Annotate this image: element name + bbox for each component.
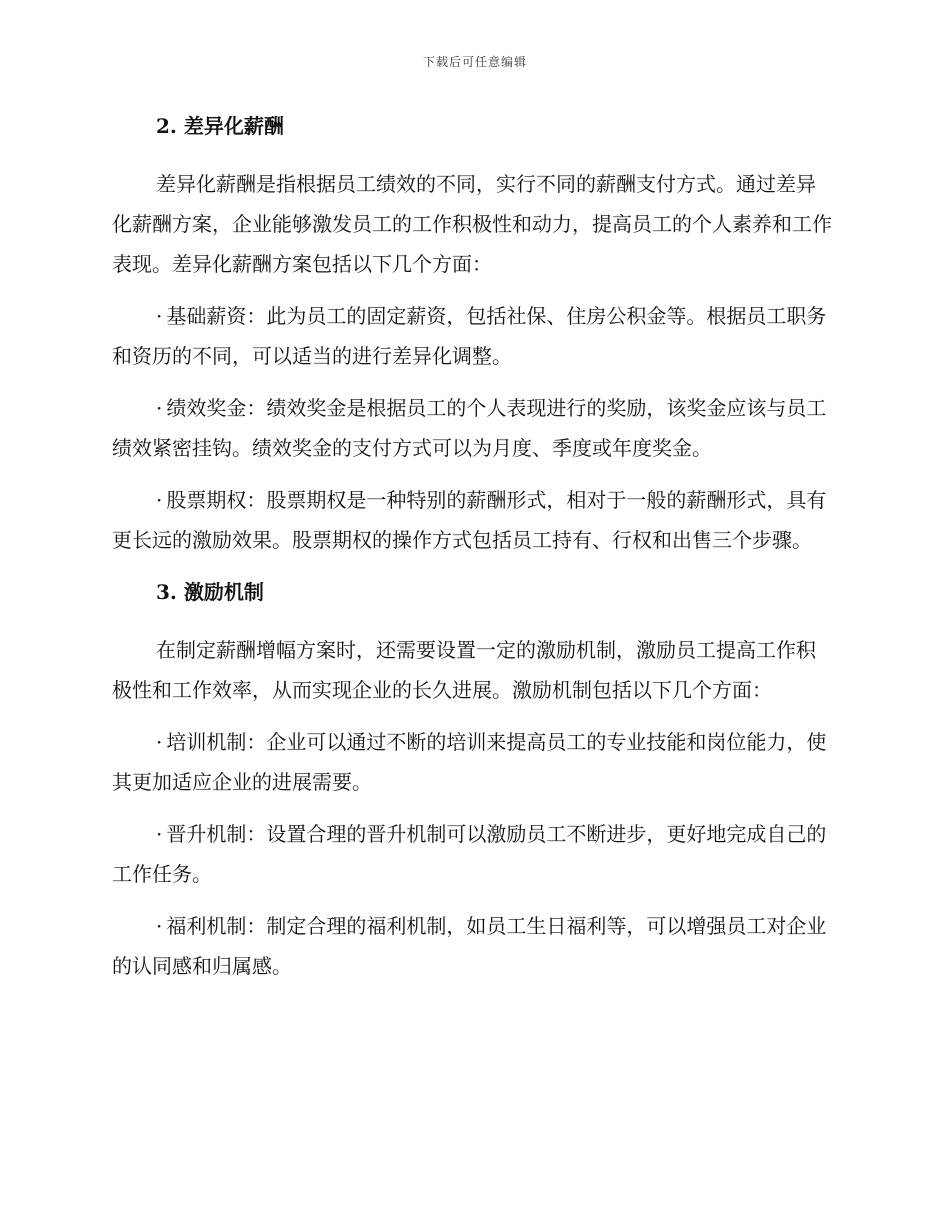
bullet-text: 股票期权：股票期权是一种特别的薪酬形式，相对于一般的薪酬形式，具有更长远的激励效果。股票期权的操作方式包括员工持有、行权和出售三个步骤。 bbox=[112, 488, 827, 552]
bullet-item-promotion bbox=[112, 814, 834, 894]
section-intro-paragraph: 在制定薪酬增幅方案时，还需要设置一定的激励机制，激励员工提高工作积极性和工作效率，从而实现企业的长久进展。激励机制包括以下几个方面： bbox=[112, 638, 816, 702]
bullet-dot: · bbox=[156, 730, 163, 754]
page-header-note: 下载后可任意编辑 bbox=[422, 55, 527, 69]
section-intro-paragraph: 差异化薪酬是指根据员工绩效的不同，实行不同的薪酬支付方式。通过差异化薪酬方案，企业能够激发员工的工作积极性和动力，提高员工的个人素养和工作表现。差异化薪酬方案包括以下几个方面： bbox=[112, 172, 832, 276]
document-body bbox=[112, 110, 834, 998]
bullet-dot: · bbox=[156, 304, 163, 328]
bullet-text: 晋升机制：设置合理的晋升机制可以激励员工不断进步，更好地完成自己的工作任务。 bbox=[112, 822, 827, 886]
bullet-text: 基础薪资：此为员工的固定薪资，包括社保、住房公积金等。根据员工职务和资历的不同，可以适当的进行差异化调整。 bbox=[112, 304, 827, 368]
section-heading-differentiated-pay: 2. 差异化薪酬 bbox=[156, 114, 284, 138]
bullet-item-performance-bonus bbox=[112, 388, 834, 468]
bullet-dot: · bbox=[156, 914, 163, 938]
bullet-item-training bbox=[112, 722, 834, 802]
bullet-item-stock-options bbox=[112, 480, 834, 560]
section-heading-incentive-mechanism: 3. 激励机制 bbox=[156, 580, 264, 604]
bullet-item-welfare bbox=[112, 906, 834, 986]
bullet-dot: · bbox=[156, 822, 163, 846]
bullet-text: 培训机制：企业可以通过不断的培训来提高员工的专业技能和岗位能力，使其更加适应企业的进展需要。 bbox=[112, 730, 827, 794]
bullet-text: 福利机制：制定合理的福利机制，如员工生日福利等，可以增强员工对企业的认同感和归属感。 bbox=[112, 914, 827, 978]
bullet-dot: · bbox=[156, 396, 163, 420]
bullet-text: 绩效奖金：绩效奖金是根据员工的个人表现进行的奖励，该奖金应该与员工绩效紧密挂钩。绩效奖金的支付方式可以为月度、季度或年度奖金。 bbox=[112, 396, 827, 460]
bullet-item-base-salary bbox=[112, 296, 834, 376]
bullet-dot: · bbox=[156, 488, 163, 512]
